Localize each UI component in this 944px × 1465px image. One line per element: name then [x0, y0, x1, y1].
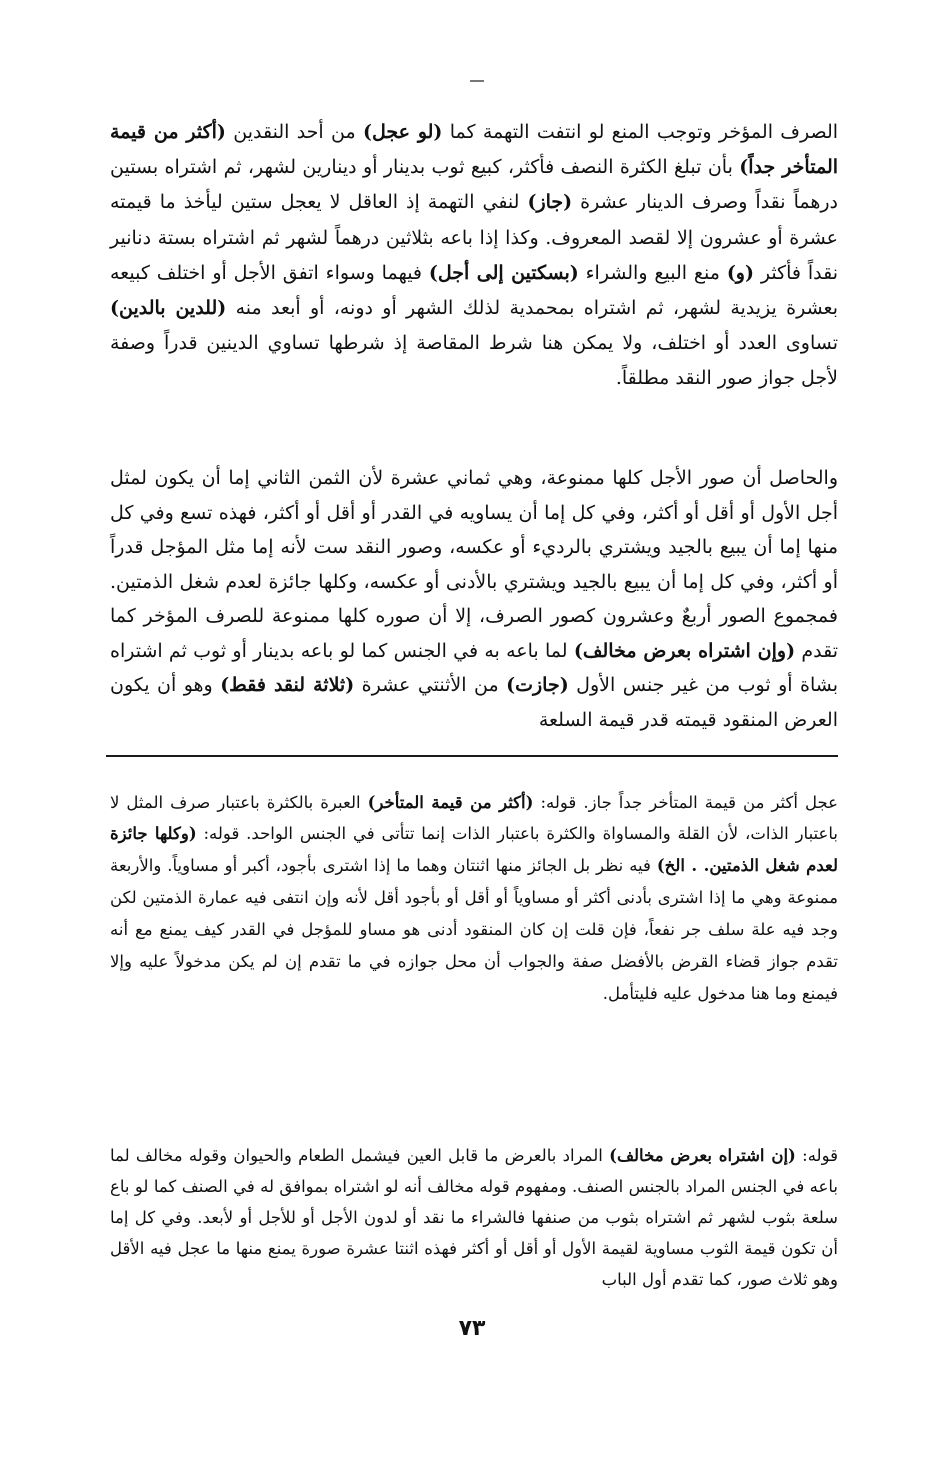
footnote-paragraph-1: عجل أكثر من قيمة المتأخر جداً جاز. قوله: (أكثر من قيمة المتأخر) العبرة بالكثرة باعتبار صرف المثل لا باعتبار الذات، لأن القلة والمساواة والكثرة باعتبار الذات إنما تتأتى في الجنس الواحد. قوله: (وكلها جائزة لعدم شغل الذمتين. . الخ) فيه نظر بل الجائز منها اثنتان وهما ما إذا اشترى بأجود، أكبر أو مساوياً. والأربعة ممنوعة وهي ما إذا اشترى بأدنى أكثر أو مساوياً أو أقل أو بأجود أقل لأنه وإن انتفى فيه عمارة الذمتين لكن وجد فيه علة سلف جر نفعاً، فإن قلت إن كان المنقود أدنى هو مساو للمؤجل في القدر كيف يمنع مع أنه تقدم جواز قضاء القرض بالأفضل صفة والجواب أن محل جوازه في ما تقدم إن لم يكن مدخولاً عليه وإلا فيمنع وما هنا مدخول عليه فليتأمل.: [110, 792, 838, 1003]
footnote-separator: [106, 755, 838, 757]
bold-quoted-term: (وإن اشتراه بعرض مخالف): [573, 639, 796, 662]
bold-quoted-term: (و): [726, 261, 754, 284]
bold-quoted-term: (إن اشتراه بعرض مخالف): [609, 1145, 796, 1165]
main-text-paragraph-1: الصرف المؤخر وتوجب المنع لو انتفت التهمة كما (لو عجل) من أحد النقدين (أكثر من قيمة المتأخر جداً) بأن تبلغ الكثرة النصف فأكثر، كبيع ثوب بدينار أو دينارين لشهر، ثم اشتراه بستين درهماً نقداً وصرف الدينار عشرة (جاز) لنفي التهمة إذ العاقل لا يعجل ستين ليأخذ ما قيمته عشرة أو عشرون إلا لقصد المعروف. وكذا إذا باعه بثلاثين درهماً لشهر ثم اشتراه بستة دنانير نقداً فأكثر (و) منع البيع والشراء (بسكتين إلى أجل) فيهما وسواء اتفق الأجل أو اختلف كبيعه بعشرة يزيدية لشهر، ثم اشتراه بمحمدية لذلك الشهر أو دونه، أو أبعد منه (للدين بالدين) تساوى العدد أو اختلف، ولا يمكن هنا شرط المقاصة إذ شرطها تساوي الدينين قدراً وصفة لأجل جواز صور النقد مطلقاً.: [110, 121, 839, 390]
bold-quoted-term: (جازت): [506, 674, 569, 696]
page-number: ٧٣: [458, 1316, 486, 1341]
top-mark: [470, 80, 484, 82]
bold-quoted-term: (لو عجل): [362, 121, 443, 143]
bold-quoted-term: (ثلاثة لنقد فقط): [220, 674, 355, 696]
bold-quoted-term: (للدين بالدين): [110, 297, 227, 320]
bold-quoted-term: (أكثر من قيمة المتأخر جداً): [110, 121, 839, 179]
footnote-paragraph-2: قوله: (إن اشتراه بعرض مخالف) المراد بالعرض ما قابل العين فيشمل الطعام والحيوان وقوله مخالف لما باعه في الجنس المراد بالجنس الصنف. ومفهوم قوله مخالف أنه لو اشتراه بموافق له في الصنف كما لو باع سلعة بثوب لشهر ثم اشتراه بثوب من صنفها فالشراء ما نقد أو لدون الأجل أو للأجل أو لأبعد. وفي كل إما أن تكون قيمة الثوب مساوية لقيمة الأول أو أقل أو أكثر فهذه اثنتا عشرة صورة يمنع منها ما عجل فيه الأقل وهو ثلاث صور، كما تقدم أول الباب: [110, 1145, 838, 1290]
bold-quoted-term: (بسكتين إلى أجل): [428, 261, 579, 284]
main-text-paragraph-2: والحاصل أن صور الأجل كلها ممنوعة، وهي ثماني عشرة لأن الثمن الثاني إما أن يكون لمثل أجل الأول أو أقل أو أكثر، وفي كل إما أن يساويه في القدر أو أقل أو أكثر، فهذه تسع وفي كل منها إما أن يبيع بالجيد ويشتري بالرديء أو عكسه، وصور النقد ست لأنه إما مثل المؤجل قدراً أو أكثر، وفي كل إما أن يبيع بالجيد ويشتري بالأدنى أو عكسه، وكلها جائزة لعدم شغل الذمتين. فمجموع الصور أربعٌ وعشرون كصور الصرف، إلا أن صوره كلها ممنوعة للصرف المؤخر كما تقدم (وإن اشتراه بعرض مخالف) لما باعه به في الجنس كما لو باعه بدينار أو ثوب ثم اشتراه بشاة أو ثوب من غير جنس الأول (جازت) من الأثنتي عشرة (ثلاثة لنقد فقط) وهو أن يكون العرض المنقود قيمته قدر قيمة السلعة: [110, 467, 838, 731]
bold-quoted-term: (أكثر من قيمة المتأخر): [367, 792, 534, 812]
bold-quoted-term: (جاز): [527, 191, 573, 214]
bold-quoted-term: (وكلها جائزة لعدم شغل الذمتين. . الخ): [110, 824, 838, 876]
